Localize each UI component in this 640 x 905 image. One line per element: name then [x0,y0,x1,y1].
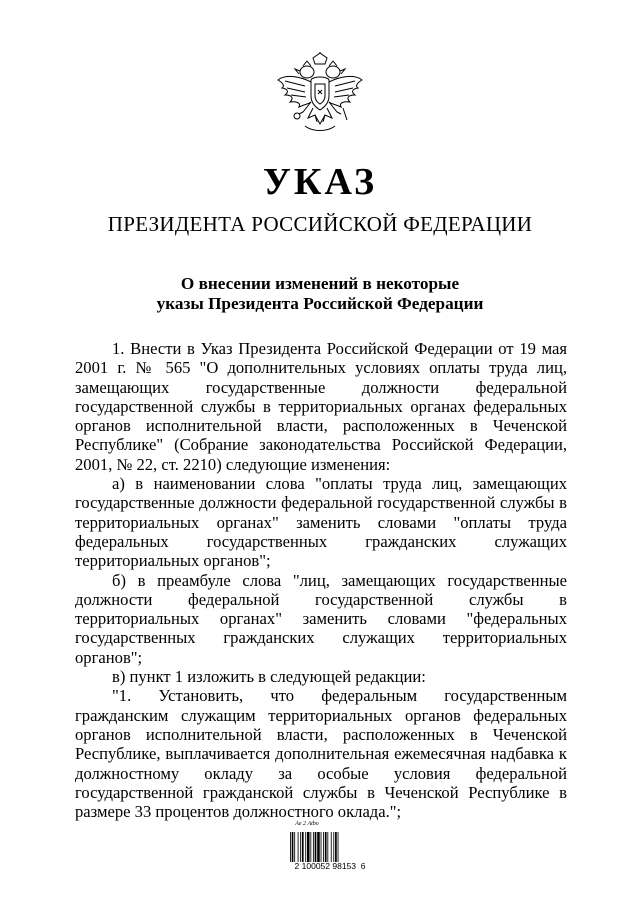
paragraph-item-b: б) в преамбуле слова "лиц, замещающих государственные должности федеральной государственной службы в территориальных органах" заменить словами "федеральных государственных гражданских служащих территориальных органов"; [75,570,567,667]
document-title: УКАЗ [263,161,377,203]
barcode-number: 2 100052 98153 6 [294,861,366,871]
barcode [290,832,358,862]
heading-line-2: указы Президента Российской Федерации [156,294,484,313]
printer-mark: Ae 2 Atbo [295,821,319,827]
paragraph-1: 1. Внести в Указ Президента Российской Федерации от 19 мая 2001 г. № 565 "О дополнительных условиях оплаты труда лиц, замещающих государственные должности федеральной государственной службы в территориальных органах федеральных органов исполнительной власти, расположенных в Чеченской Республике" (Собрание законодательства Российской Федерации, 2001, № 22, ст. 2210) следующие изменения: [75,339,567,474]
paragraph-item-a: а) в наименовании слова "оплаты труда лиц, замещающих государственные должности федеральной государственной службы в территориальных органах" заменить словами "оплаты труда федеральных государственных гражданских служащих территориальных органов"; [75,474,567,571]
document-body [75,339,567,821]
heading-line-1: О внесении изменений в некоторые [180,274,460,293]
paragraph-item-v: в) пункт 1 изложить в следующей редакции: [112,667,426,687]
coat-of-arms-emblem [275,52,365,140]
document-subtitle: ПРЕЗИДЕНТА РОССИЙСКОЙ ФЕДЕРАЦИИ [107,212,533,236]
paragraph-quote: "1. Установить, что федеральным государственным гражданским служащим территориальных органов федеральных органов исполнительной власти, расположенных в Чеченской Республике, выплачивается дополнительная ежемесячная надбавка к должностному окладу за особые условия федеральной государственной гражданской службы в Чеченской Республике в размере 33 процентов должностного оклада."; [75,686,567,822]
document-heading [100,274,540,314]
